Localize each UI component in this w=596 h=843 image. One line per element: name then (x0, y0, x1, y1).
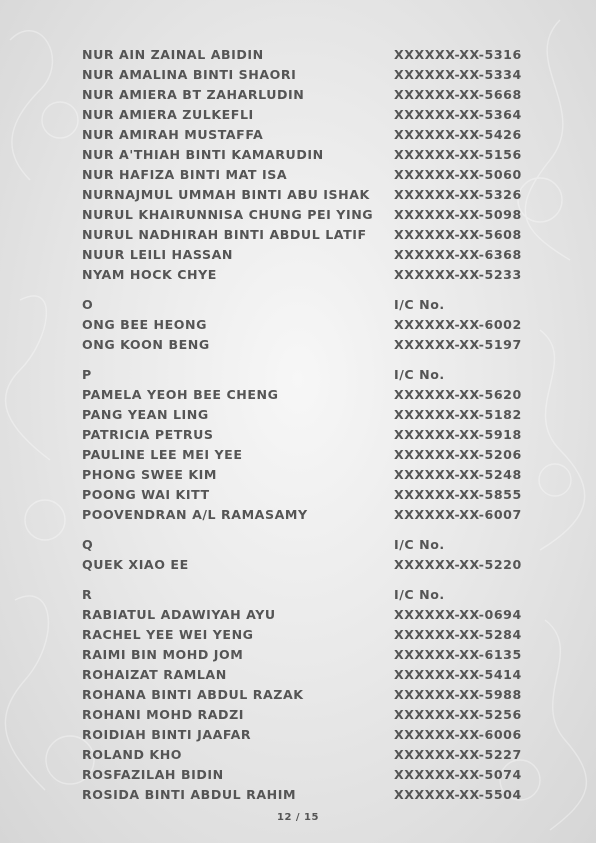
ic-column-header: I/C No. (394, 367, 445, 382)
section-header (82, 535, 522, 555)
ic-number: XXXXXX-XX-5988 (394, 687, 522, 702)
list-item (82, 225, 522, 245)
ic-number: XXXXXX-XX-6006 (394, 727, 522, 742)
ic-number: XXXXXX-XX-5156 (394, 147, 522, 162)
list-item (82, 265, 522, 285)
list-item (82, 205, 522, 225)
member-name: PANG YEAN LING (82, 407, 209, 422)
ic-number: XXXXXX-XX-6002 (394, 317, 522, 332)
list-item (82, 165, 522, 185)
ic-number: XXXXXX-XX-5256 (394, 707, 522, 722)
ic-number: XXXXXX-XX-5504 (394, 787, 522, 802)
list-item (82, 245, 522, 265)
member-name: ONG KOON BENG (82, 337, 210, 352)
member-name: ROHAIZAT RAMLAN (82, 667, 227, 682)
section-letter: Q (82, 537, 94, 552)
ic-column-header: I/C No. (394, 587, 445, 602)
list-item (82, 625, 522, 645)
member-name: NUR AMIRAH MUSTAFFA (82, 127, 264, 142)
member-name: PATRICIA PETRUS (82, 427, 214, 442)
section-header (82, 585, 522, 605)
ic-column-header: I/C No. (394, 297, 445, 312)
ic-number: XXXXXX-XX-0694 (394, 607, 522, 622)
member-name: RACHEL YEE WEI YENG (82, 627, 254, 642)
list-item (82, 705, 522, 725)
member-name: NUUR LEILI HASSAN (82, 247, 233, 262)
list-item (82, 555, 522, 575)
list-item (82, 685, 522, 705)
ic-number: XXXXXX-XX-5334 (394, 67, 522, 82)
list-item (82, 315, 522, 335)
list-item (82, 65, 522, 85)
member-name: NUR AMIERA BT ZAHARLUDIN (82, 87, 305, 102)
member-name: NURUL KHAIRUNNISA CHUNG PEI YING (82, 207, 374, 222)
list-item (82, 645, 522, 665)
list-item (82, 145, 522, 165)
member-name: NUR AMIERA ZULKEFLI (82, 107, 254, 122)
member-name: ROHANA BINTI ABDUL RAZAK (82, 687, 304, 702)
ic-number: XXXXXX-XX-5074 (394, 767, 522, 782)
ic-number: XXXXXX-XX-6135 (394, 647, 522, 662)
section-header (82, 295, 522, 315)
member-name: PAMELA YEOH BEE CHENG (82, 387, 279, 402)
member-name: NUR A'THIAH BINTI KAMARUDIN (82, 147, 324, 162)
ic-number: XXXXXX-XX-5414 (394, 667, 522, 682)
list-item (82, 425, 522, 445)
list-item (82, 725, 522, 745)
ic-number: XXXXXX-XX-5284 (394, 627, 522, 642)
member-name: NURNAJMUL UMMAH BINTI ABU ISHAK (82, 187, 370, 202)
list-item (82, 405, 522, 425)
list-item (82, 765, 522, 785)
list-item (82, 505, 522, 525)
member-name: POONG WAI KITT (82, 487, 210, 502)
section-letter: O (82, 297, 94, 312)
member-name: ROLAND KHO (82, 747, 183, 762)
ic-number: XXXXXX-XX-5316 (394, 47, 522, 62)
ic-number: XXXXXX-XX-5248 (394, 467, 522, 482)
list-item (82, 445, 522, 465)
list-item (82, 665, 522, 685)
list-item (82, 785, 522, 805)
ic-number: XXXXXX-XX-5668 (394, 87, 522, 102)
ic-number: XXXXXX-XX-5220 (394, 557, 522, 572)
ic-number: XXXXXX-XX-5098 (394, 207, 522, 222)
list-item (82, 745, 522, 765)
ic-number: XXXXXX-XX-5227 (394, 747, 522, 762)
member-name: ROSFAZILAH BIDIN (82, 767, 224, 782)
ic-number: XXXXXX-XX-5608 (394, 227, 522, 242)
ic-number: XXXXXX-XX-5620 (394, 387, 522, 402)
member-name: ROSIDA BINTI ABDUL RAHIM (82, 787, 297, 802)
member-name: ROIDIAH BINTI JAAFAR (82, 727, 252, 742)
ic-number: XXXXXX-XX-5326 (394, 187, 522, 202)
name-list (82, 45, 522, 805)
section-header (82, 365, 522, 385)
member-name: RABIATUL ADAWIYAH AYU (82, 607, 276, 622)
ic-number: XXXXXX-XX-5233 (394, 267, 522, 282)
ic-number: XXXXXX-XX-6368 (394, 247, 522, 262)
list-item (82, 185, 522, 205)
ic-number: XXXXXX-XX-6007 (394, 507, 522, 522)
list-item (82, 125, 522, 145)
member-name: NYAM HOCK CHYE (82, 267, 217, 282)
ic-number: XXXXXX-XX-5364 (394, 107, 522, 122)
member-name: ONG BEE HEONG (82, 317, 208, 332)
member-name: ROHANI MOHD RADZI (82, 707, 244, 722)
list-item (82, 605, 522, 625)
member-name: POOVENDRAN A/L RAMASAMY (82, 507, 308, 522)
list-item (82, 485, 522, 505)
ic-number: XXXXXX-XX-5855 (394, 487, 522, 502)
member-name: NUR HAFIZA BINTI MAT ISA (82, 167, 288, 182)
ic-number: XXXXXX-XX-5182 (394, 407, 522, 422)
list-item (82, 105, 522, 125)
ic-number: XXXXXX-XX-5426 (394, 127, 522, 142)
member-name: PHONG SWEE KIM (82, 467, 217, 482)
ic-number: XXXXXX-XX-5060 (394, 167, 522, 182)
ic-number: XXXXXX-XX-5918 (394, 427, 522, 442)
ic-number: XXXXXX-XX-5206 (394, 447, 522, 462)
ic-column-header: I/C No. (394, 537, 445, 552)
list-item (82, 385, 522, 405)
member-name: NUR AIN ZAINAL ABIDIN (82, 47, 264, 62)
page-number: 12 / 15 (277, 812, 319, 823)
list-item (82, 45, 522, 65)
section-letter: R (82, 587, 93, 602)
list-item (82, 85, 522, 105)
ic-number: XXXXXX-XX-5197 (394, 337, 522, 352)
member-name: PAULINE LEE MEI YEE (82, 447, 243, 462)
section-letter: P (82, 367, 92, 382)
member-name: NUR AMALINA BINTI SHAORI (82, 67, 297, 82)
member-name: NURUL NADHIRAH BINTI ABDUL LATIF (82, 227, 367, 242)
member-name: RAIMI BIN MOHD JOM (82, 647, 244, 662)
list-item (82, 465, 522, 485)
list-item (82, 335, 522, 355)
member-name: QUEK XIAO EE (82, 557, 189, 572)
